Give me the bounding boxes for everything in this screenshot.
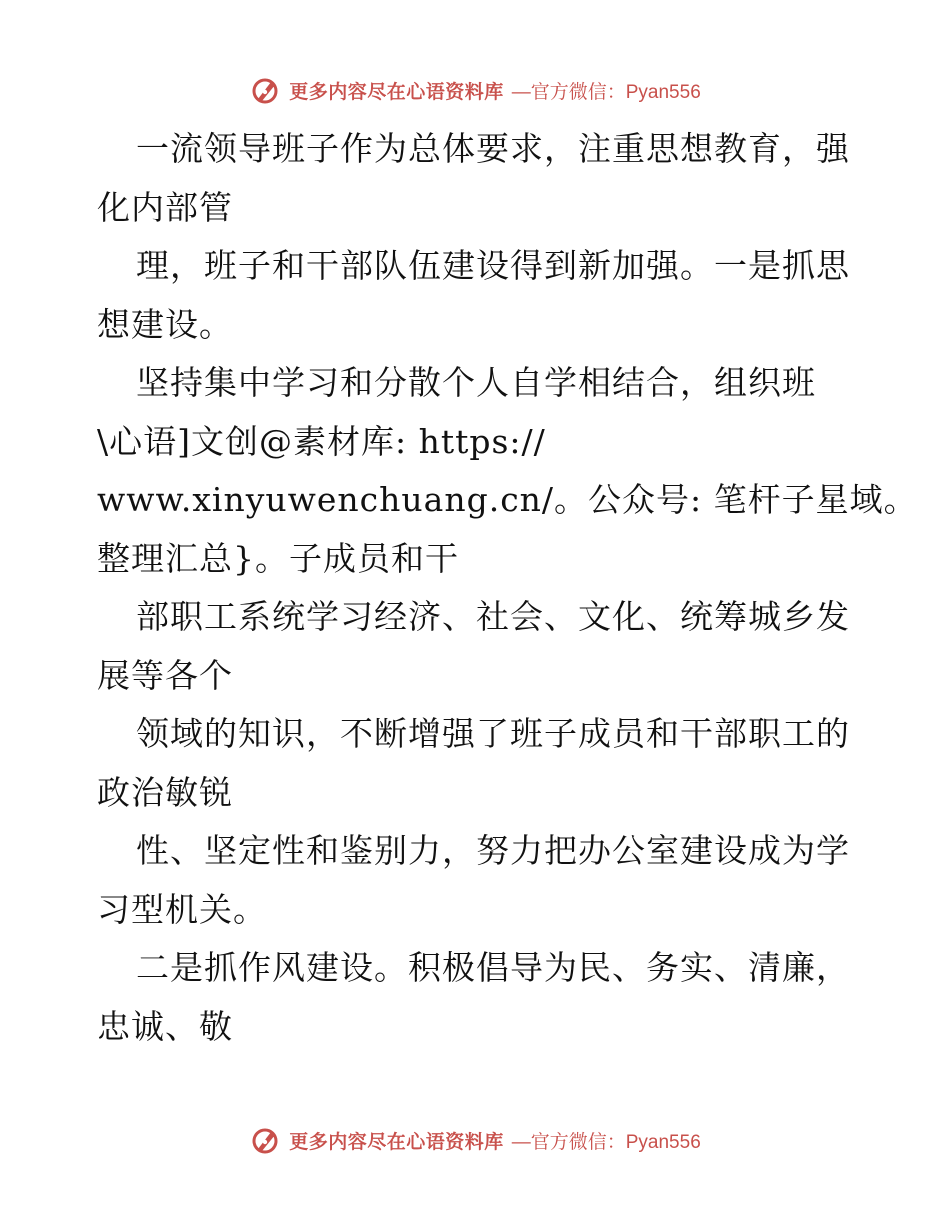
body-line: 习型机关。 (97, 889, 267, 929)
body-line: 二是抓作风建设。积极倡导为民、务实、清廉， (136, 948, 850, 987)
body-line: 忠诚、敬 (97, 1006, 233, 1046)
body-line: \心语]文创@素材库: https:// (97, 421, 546, 461)
banner-main-text: 更多内容尽在心语资料库 (289, 1130, 504, 1153)
body-line: www.xinyuwenchuang.cn/。公众号: 笔杆子星域。 (97, 480, 918, 519)
body-line: 展等各个 (97, 655, 233, 695)
banner-wechat-text: —官方微信：Pyan556 (511, 81, 701, 103)
body-line: 部职工系统学习经济、社会、文化、统筹城乡发 (136, 597, 850, 636)
banner-main-text: 更多内容尽在心语资料库 (289, 80, 504, 103)
body-line: 性、坚定性和鉴别力，努力把办公室建设成为学 (136, 831, 850, 870)
body-line: 想建设。 (97, 304, 233, 344)
body-line: 化内部管 (97, 187, 233, 227)
banner-wechat-text: —官方微信：Pyan556 (511, 1131, 701, 1153)
header-banner (0, 70, 950, 110)
body-line: 一流领导班子作为总体要求，注重思想教育，强 (136, 129, 850, 168)
footer-banner (0, 1120, 950, 1160)
body-line: 整理汇总}。子成员和干 (97, 538, 459, 578)
body-line: 领域的知识，不断增强了班子成员和干部职工的 (136, 714, 850, 753)
body-line: 政治敏锐 (97, 772, 233, 812)
body-line: 理，班子和干部队伍建设得到新加强。一是抓思 (136, 246, 850, 285)
body-line: 坚持集中学习和分散个人自学相结合，组织班 (136, 363, 816, 402)
pen-logo-icon (249, 1124, 281, 1156)
document-body (97, 120, 918, 1056)
pen-logo-icon (249, 74, 281, 106)
